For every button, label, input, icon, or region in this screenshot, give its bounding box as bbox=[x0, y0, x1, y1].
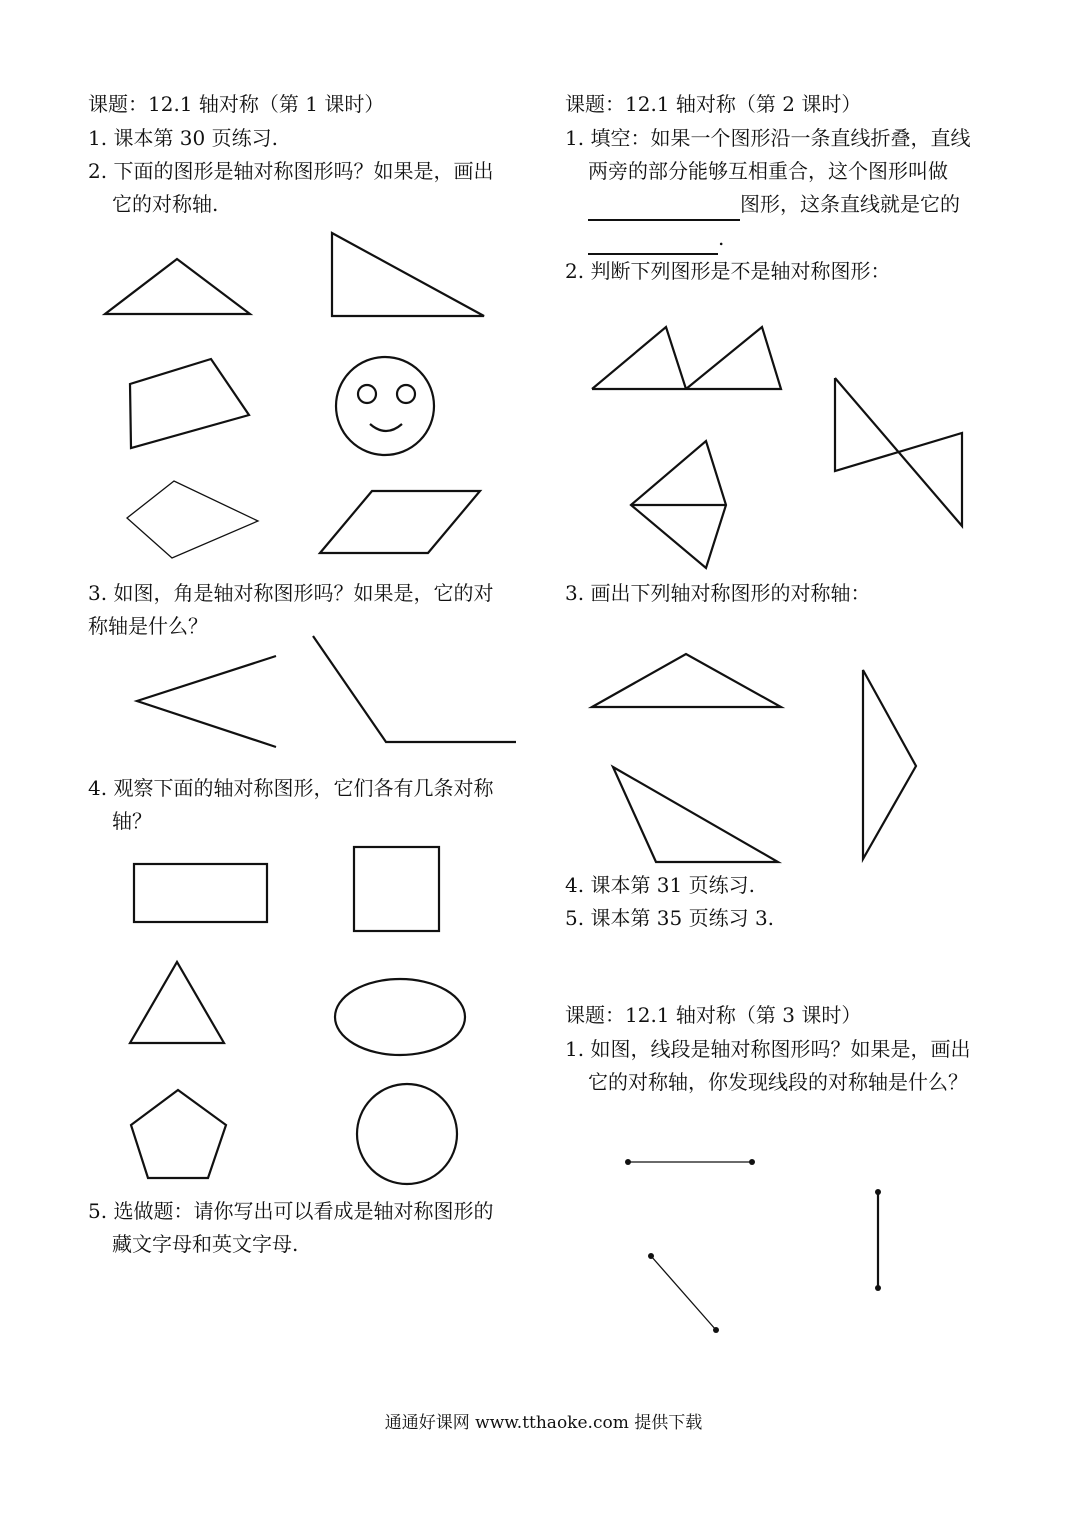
double-triangle-figure bbox=[592, 327, 781, 389]
lesson3-question-1-line2: 它的对称轴，你发现线段的对称轴是什么？ bbox=[588, 1070, 968, 1094]
lesson2-question-5: 5. 课本第 35 页练习 3. bbox=[565, 906, 775, 930]
quadrilateral-figure bbox=[130, 359, 249, 448]
obtuse-angle-figure bbox=[313, 636, 516, 742]
lesson1-question-3-line1: 3. 如图，角是轴对称图形吗？如果是，它的对 bbox=[88, 581, 494, 605]
lesson1-question-4-line1: 4. 观察下面的轴对称图形，它们各有几条对称 bbox=[88, 776, 494, 800]
kite-split-figure bbox=[631, 441, 726, 568]
lesson1-question-3-line2: 称轴是什么？ bbox=[88, 614, 208, 638]
circle-figure bbox=[357, 1084, 457, 1184]
equilateral-triangle-figure bbox=[130, 962, 224, 1043]
right-triangle-figure bbox=[332, 233, 484, 316]
vertical-triangle-figure bbox=[863, 670, 916, 859]
lesson1-question-5-line1: 5. 选做题：请你写出可以看成是轴对称图形的 bbox=[88, 1199, 494, 1223]
horizontal-segment-figure bbox=[625, 1159, 755, 1165]
lesson2-question-2: 2. 判断下列图形是不是轴对称图形： bbox=[565, 259, 891, 283]
isosceles-triangle-figure bbox=[105, 259, 250, 314]
lesson2-question-1-line3-text: 图形，这条直线就是它的 bbox=[740, 192, 960, 216]
rhombus-figure bbox=[127, 481, 258, 558]
lesson1-question-2-line2: 它的对称轴. bbox=[112, 192, 219, 216]
lesson2-question-1-line1: 1. 填空：如果一个图形沿一条直线折叠，直线 bbox=[565, 126, 971, 150]
diagonal-segment-figure bbox=[648, 1253, 719, 1333]
acute-angle-figure bbox=[137, 656, 276, 747]
lesson2-question-1-line4-end: . bbox=[718, 226, 725, 250]
lesson2-title: 课题：12.1 轴对称（第 2 课时） bbox=[565, 92, 862, 116]
lesson1-title: 课题：12.1 轴对称（第 1 课时） bbox=[88, 92, 385, 116]
lesson2-question-1-line2: 两旁的部分能够互相重合，这个图形叫做 bbox=[588, 159, 948, 183]
ellipse-figure bbox=[335, 979, 465, 1055]
lesson3-question-1-line1: 1. 如图，线段是轴对称图形吗？如果是，画出 bbox=[565, 1037, 971, 1061]
lesson3-title: 课题：12.1 轴对称（第 3 课时） bbox=[565, 1003, 862, 1027]
lesson1-question-5-line2: 藏文字母和英文字母. bbox=[112, 1232, 299, 1256]
square-figure bbox=[354, 847, 439, 931]
footer-credit: 通通好课网 www.tthaoke.com 提供下载 bbox=[384, 1413, 703, 1433]
smiley-face-figure bbox=[336, 357, 434, 455]
bowtie-figure bbox=[835, 378, 962, 526]
obtuse-isosceles-triangle-figure bbox=[592, 654, 781, 707]
lesson2-question-3: 3. 画出下列轴对称图形的对称轴： bbox=[565, 581, 871, 605]
pentagon-figure bbox=[131, 1090, 226, 1178]
slanted-triangle-figure bbox=[613, 767, 778, 862]
lesson1-question-4-line2: 轴？ bbox=[112, 809, 152, 833]
lesson1-question-1: 1. 课本第 30 页练习. bbox=[88, 126, 278, 150]
rectangle-figure bbox=[134, 864, 267, 922]
lesson1-question-2-line1: 2. 下面的图形是轴对称图形吗？如果是，画出 bbox=[88, 159, 494, 183]
vertical-segment-figure bbox=[875, 1189, 881, 1291]
lesson2-question-4: 4. 课本第 31 页练习. bbox=[565, 873, 755, 897]
parallelogram-figure bbox=[320, 491, 480, 553]
